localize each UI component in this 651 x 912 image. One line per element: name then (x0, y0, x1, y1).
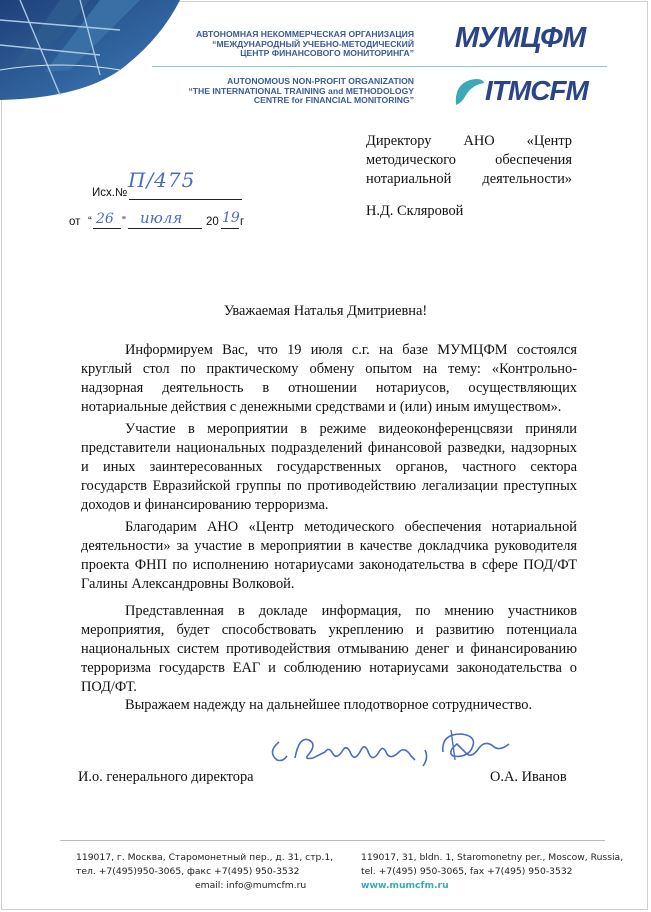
paragraph-4: Представленная в докладе информация, по мнению участников мероприятия, будет способствовать укреплению и развитию потенциала национальных систем противодействия отмыванию денег и финансированию терроризма государств ЕАГ и соблюдению нотариусами законодательства о ПОД/ФТ. (81, 603, 577, 695)
footer-ru-address: 119017, г. Москва, Старомонетный пер., д. 31, стр.1, (76, 852, 334, 863)
globe-corner-graphic (0, 0, 180, 100)
organization-name-ru (170, 30, 414, 59)
date-year-suffix: г (240, 216, 245, 228)
logo-leaf-icon (452, 77, 486, 107)
date-year-prefix: 20 (206, 216, 219, 228)
paragraph-2: Участие в мероприятии в режиме видеоконференцсвязи приняли представители национальных подразделений финансовой разведки, надзорных и иных заинтересованных государственных органов, частного сектора государств Евразийской группы по противодействию легализации преступных доходов и финансированию терроризма. (81, 421, 577, 513)
logo-ru: МУМЦФМ (455, 22, 586, 54)
outgoing-number-value: П/475 (128, 168, 196, 192)
org-ru-line: АВТОНОМНАЯ НЕКОММЕРЧЕСКАЯ ОРГАНИЗАЦИЯ (195, 29, 414, 39)
paragraph-3: Благодарим АНО «Центр методического обеспечения нотариальной деятельности» за участие в мероприятии в качестве докладчика руководителя проекта ФНП по исполнению нотариусами законодательства в сфере ПОД/ФТ Галины Александровны Волковой. (81, 519, 577, 592)
organization-name-en (170, 77, 414, 106)
date-day-line (93, 228, 121, 229)
date-year: 19 (222, 210, 240, 226)
greeting: Уважаемая Наталья Дмитриевна! (223, 303, 428, 319)
handwritten-signature (265, 722, 515, 772)
date-quote-close: ” (122, 216, 126, 228)
date-year-line (221, 228, 239, 229)
footer-website-link[interactable]: www.mumcfm.ru (361, 880, 449, 891)
signatory-title: И.о. генерального директора (78, 769, 254, 785)
footer-email[interactable]: email: info@mumcfm.ru (195, 880, 307, 891)
footer-ru (76, 851, 333, 893)
signatory-name: О.А. Иванов (490, 769, 567, 785)
outgoing-number-line (129, 199, 242, 200)
footer-en (361, 851, 623, 893)
date-month-line (128, 228, 202, 229)
org-ru-line: ЦЕНТР ФИНАНСОВОГО МОНИТОРИНГА” (240, 48, 414, 58)
org-ru-line: “МЕЖДУНАРОДНЫЙ УЧЕБНО-МЕТОДИЧЕСКИЙ (212, 38, 414, 49)
org-en-line: AUTONOMOUS NON-PROFIT ORGANIZATION (227, 76, 414, 86)
date-month: июля (140, 209, 183, 227)
header-divider (152, 66, 607, 67)
outgoing-number-label: Исх.№ (92, 187, 128, 199)
org-en-line: “THE INTERNATIONAL TRAINING and METHODOLOGY (188, 85, 414, 96)
addressee-position: Директору АНО «Центр методического обеспечения нотариальной деятельности» (366, 133, 572, 187)
addressee-name: Н.Д. Скляровой (366, 203, 464, 219)
paragraph-1: Информируем Вас, что 19 июля с.г. на базе МУМЦФМ состоялся круглый стол по практическому обмену опытом на тему: «Контрольно-надзорная деятельность в отношении нотариусов, осуществляющих нотариальные действия с денежными средствами и (или) иным имуществом». (81, 342, 577, 415)
footer-en-phone: tel. +7(495) 950-3065, fax +7(495) 950-3532 (361, 866, 573, 877)
date-prefix: от (69, 216, 81, 228)
date-quote-open: “ (88, 216, 92, 228)
closing-sentence: Выражаем надежду на дальнейшее плодотворное сотрудничество. (125, 697, 533, 713)
footer-ru-phone: тел. +7(495)950-3065, факс +7(495) 950-3532 (76, 866, 300, 877)
footer-divider (60, 840, 605, 841)
footer-en-address: 119017, 31, bldn. 1, Staromonetny per., Moscow, Russia, (361, 852, 624, 863)
date-day: 26 (96, 211, 114, 227)
org-en-line: CENTRE for FINANCIAL MONITORING” (253, 95, 414, 105)
